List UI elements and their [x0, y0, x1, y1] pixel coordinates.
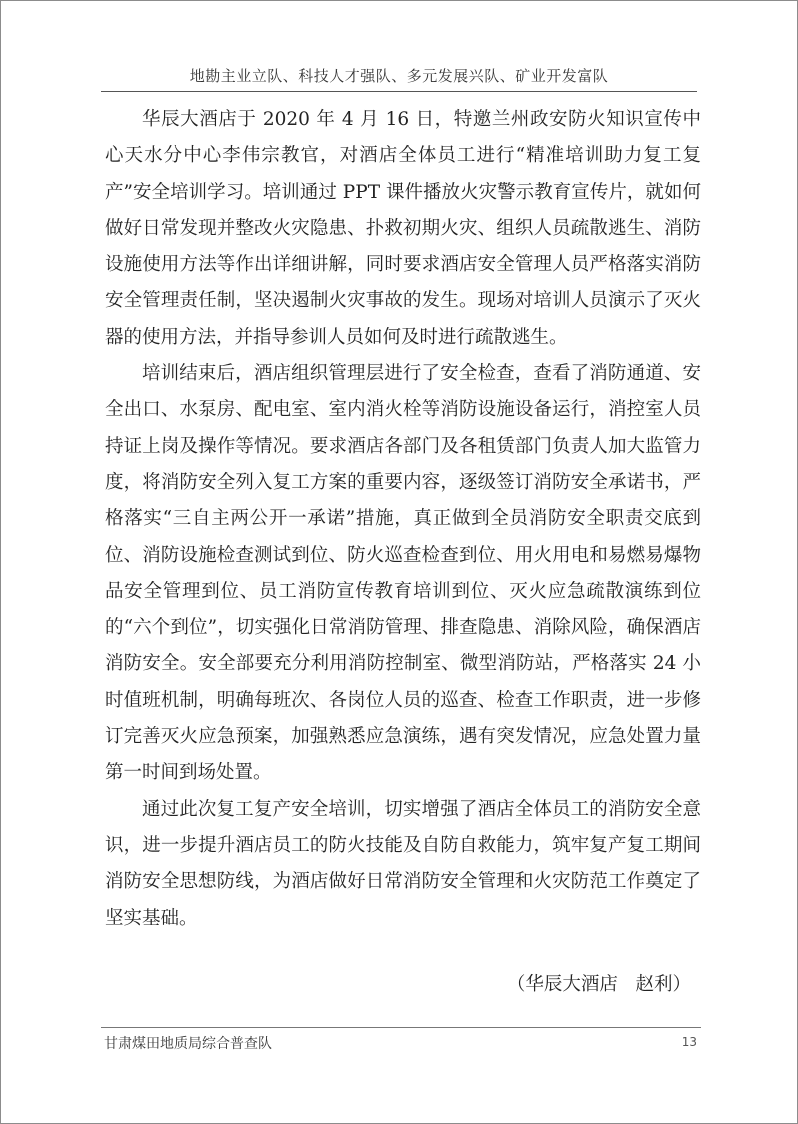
header-divider — [101, 91, 697, 92]
paragraph-1: 华辰大酒店于 2020 年 4 月 16 日，特邀兰州政安防火知识宣传中心天水分中心李伟宗教官，对酒店全体员工进行“精准培训助力复工复产”安全培训学习。培训通过 PPT 课件播放火灾警示教育宣传片，就如何做好日常发现并整改火灾隐患、扑救初期火灾、组织人员疏散逃生、消防设施使用方法等作出详细讲解，同时要求酒店安全管理人员严格落实消防安全管理责任制，坚决遏制火灾事故的发生。现场对培训人员演示了灭火器的使用方法，并指导参训人员如何及时进行疏散逃生。 — [105, 109, 701, 348]
paragraph-3: 通过此次复工复产安全培训，切实增强了酒店全体员工的消防安全意识，进一步提升酒店员工的防火技能及自防自救能力，筑牢复产复工期间消防安全思想防线，为酒店做好日常消防安全管理和火灾防范工作奠定了坚实基础。 — [105, 798, 701, 929]
footer-organization: 甘肃煤田地质局综合普查队 — [104, 1036, 272, 1052]
footer-divider — [101, 1027, 701, 1028]
paragraph-2: 培训结束后，酒店组织管理层进行了安全检查，查看了消防通道、安全出口、水泵房、配电室、室内消火栓等消防设施设备运行，消控室人员持证上岗及操作等情况。要求酒店各部门及各租赁部门负责人加大监管力度，将消防安全列入复工方案的重要内容，逐级签订消防安全承诺书，严格落实“三自主两公开一承诺”措施，真正做到全员消防安全职责交底到位、消防设施检查测试到位、防火巡查检查到位、用火用电和易燃易爆物品安全管理到位、员工消防宣传教育培训到位、灭火应急疏散演练到位的“六个到位”，切实强化日常消防管理、排查隐患、消除风险，确保酒店消防安全。安全部要充分利用消防控制室、微型消防站，严格落实 24 小时值班机制，明确每班次、各岗位人员的巡查、检查工作职责，进一步修订完善灭火应急预案，加强熟悉应急演练，遇有突发情况，应急处置力量第一时间到场处置。 — [105, 363, 701, 784]
article-body — [105, 102, 701, 937]
article-signature: （华辰大酒店 赵利） — [506, 974, 691, 995]
page-number: 13 — [681, 1035, 697, 1049]
page-header-title: 地勘主业立队、科技人才强队、多元发展兴队、矿业开发富队 — [189, 67, 609, 85]
